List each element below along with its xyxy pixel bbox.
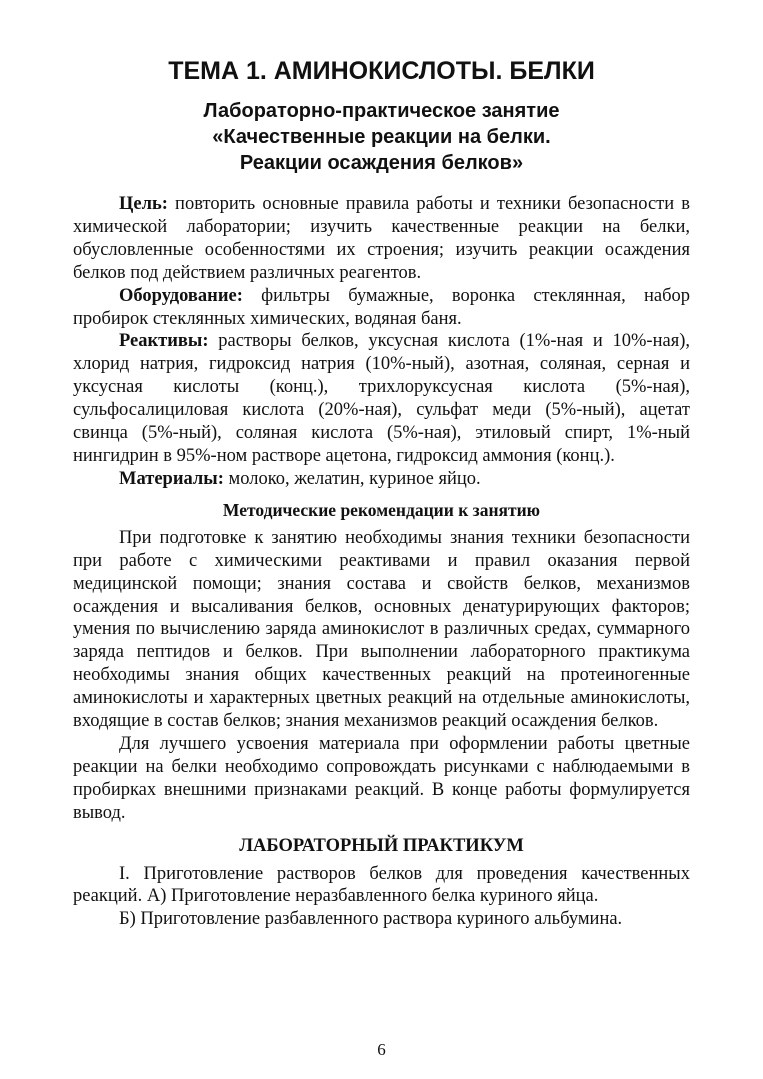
reagents-label: Реактивы: xyxy=(119,331,209,352)
materials-text: молоко, желатин, куриное яйцо. xyxy=(223,468,481,489)
equipment-paragraph xyxy=(73,285,690,331)
methodical-heading: Методические рекомендации к занятию xyxy=(222,499,541,520)
subtitle-line: «Качественные реакции на белки. xyxy=(212,126,551,148)
equipment-label: Оборудование: xyxy=(119,285,243,306)
goal-label: Цель: xyxy=(119,194,168,214)
materials-paragraph xyxy=(73,468,690,491)
materials-label: Материалы: xyxy=(119,468,224,489)
topic-title: ТЕМА 1. АМИНОКИСЛОТЫ. БЕЛКИ xyxy=(168,57,595,85)
lesson-subtitle xyxy=(0,98,763,176)
goal-text: повторить основные правила работы и техники безопасности в химической лаборатории; изучить качественные реакции на белки, обусловленные особенностями их строения; изучить реакции осаждения белков под действием различных реагентов. xyxy=(73,194,690,283)
practicum-paragraph: I. Приготовление растворов белков для проведения качественных реакций. А) Приготовление неразбавленного белка куриного яйца. xyxy=(73,863,690,907)
methodical-paragraph: При подготовке к занятию необходимы знания техники безопасности при работе с химическими реактивами и правил оказания первой медицинской помощи; знания состава и свойств белков, механизмов осаждения и высаливания белков, основных денатурирующих факторов; умения по вычислению заряда аминокислот в различных средах, суммарного заряда пептидов и белков. При выполнении лабораторного практикума необходимы знания общих качественных реакций на протеиногенные аминокислоты и характерных цветных реакций на отдельные аминокислоты, входящие в состав белков; знания механизмов реакций осаждения белков. xyxy=(73,527,690,732)
methodical-paragraph: Для лучшего усвоения материала при оформлении работы цветные реакции на белки необходимо сопровождать рисунками с наблюдаемыми в пробирках внешними признаками реакций. В конце работы формулируется вывод. xyxy=(73,733,690,823)
subtitle-line: Лабораторно-практическое занятие xyxy=(203,100,560,122)
reagents-paragraph xyxy=(73,330,690,467)
practicum-heading: ЛАБОРАТОРНЫЙ ПРАКТИКУМ xyxy=(239,835,524,856)
equipment-text: фильтры бумажные, воронка стеклянная, набор пробирок стеклянных химических, водяная баня. xyxy=(73,285,690,329)
practicum-paragraph: Б) Приготовление разбавленного раствора куриного альбумина. xyxy=(119,909,623,930)
body-text xyxy=(73,193,690,931)
goal-paragraph xyxy=(73,193,690,285)
subtitle-line: Реакции осаждения белков» xyxy=(239,152,524,174)
page-number: 6 xyxy=(377,1040,386,1059)
reagents-text: растворы белков, уксусная кислота (1%-ная и 10%-ная), хлорид натрия, гидроксид натрия (10%-ный), азотная, соляная, серная и уксусная кислоты (конц.), трихлоруксусная кислота (5%-ная), сульфосалициловая кислота (20%-ная), сульфат меди (5%-ный), ацетат свинца (5%-ный), соляная кислота (5%-ная), этиловый спирт, 1%-ный нингидрин в 95%-ном растворе ацетона, гидроксид аммония (конц.). xyxy=(73,331,690,466)
